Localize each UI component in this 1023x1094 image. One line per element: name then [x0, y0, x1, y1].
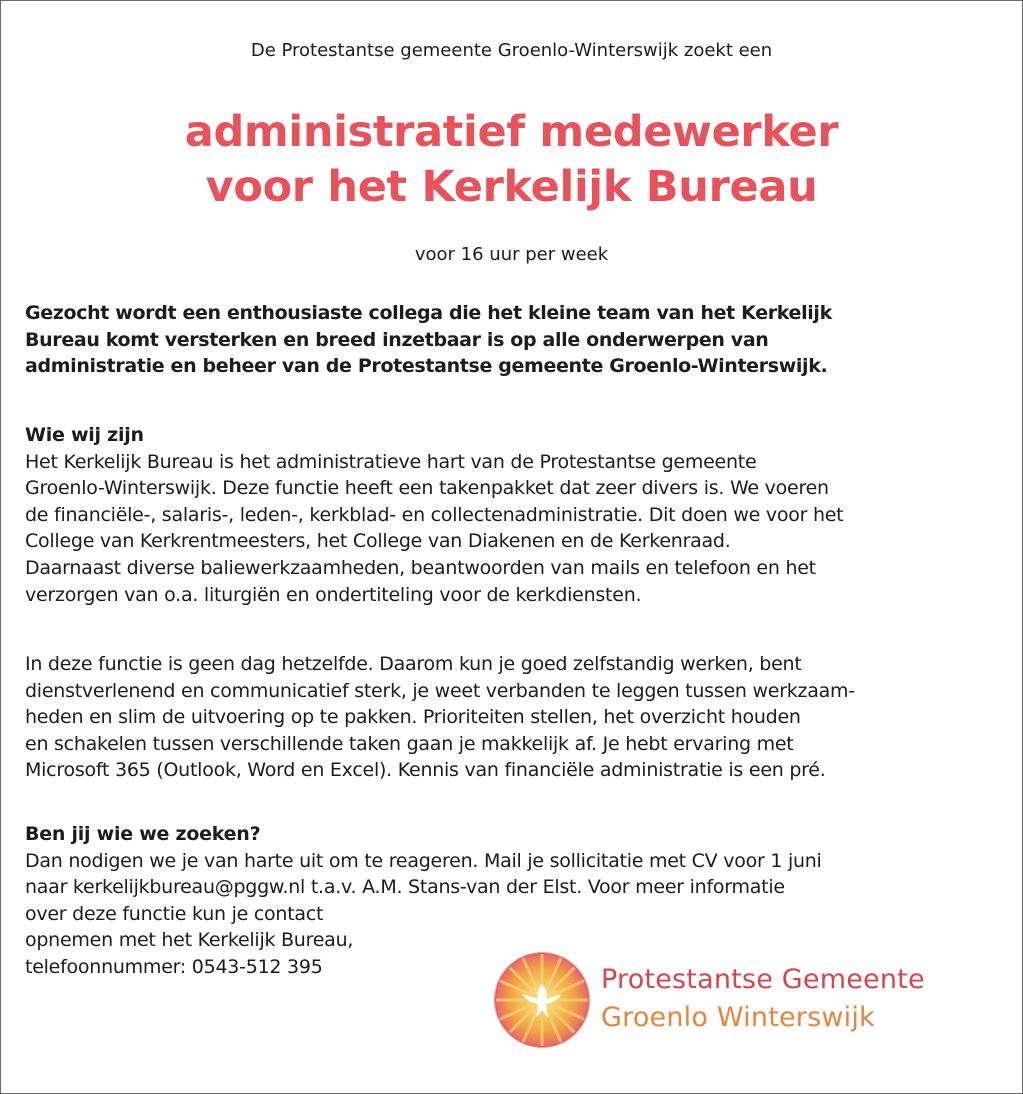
job-title-line: voor het Kerkelijk Bureau: [205, 162, 818, 212]
paragraph-line: en schakelen tussen verschillende taken gaan je makkelijk af. Je hebt ervaring met: [25, 732, 794, 755]
paragraph-line: College van Kerkrentmeesters, het College van Diakenen en de Kerkenraad.: [25, 530, 731, 553]
church-logo: [493, 951, 1003, 1051]
job-title-line: administratief medewerker: [184, 107, 839, 157]
hours-text: voor 16 uur per week: [414, 244, 609, 265]
lead-line: Gezocht wordt een enthousiaste collega die het kleine team van het Kerkelijk: [25, 302, 832, 324]
paragraph-line: Dan nodigen we je van harte uit om te reageren. Mail je sollicitatie met CV voor 1 juni: [25, 849, 822, 872]
job-title: [1, 105, 1022, 215]
sunburst-dove-icon: [493, 951, 591, 1049]
paragraph-line: Daarnaast diverse baliewerkzaamheden, beantwoorden van mails en telefoon en het: [25, 556, 816, 579]
lead-paragraph: [25, 300, 1000, 380]
paragraph-line: dienstverlenend en communicatief sterk, je weet verbanden te leggen tussen werkzaam-: [25, 679, 855, 702]
paragraph-line: In deze functie is geen dag hetzelfde. Daarom kun je goed zelfstandig werken, bent: [25, 653, 802, 675]
church-name-line2: Groenlo Winterswijk: [601, 1002, 875, 1033]
paragraph-line: Microsoft 365 (Outlook, Word en Excel). Kennis van financiële administratie is een pré.: [25, 759, 826, 782]
lead-line: Bureau komt versterken en breed inzetbaar is op alle onderwerpen van: [25, 328, 769, 351]
paragraph-line: telefoonnummer: 0543-512 395: [25, 955, 323, 978]
church-name: [601, 961, 925, 1037]
paragraph-line: naar kerkelijkbureau@pggw.nl t.a.v. A.M. Stans-van der Elst. Voor meer informatie: [25, 876, 785, 899]
church-name-line1: Protestantse Gemeente: [601, 964, 925, 995]
paragraph-line: Het Kerkelijk Bureau is het administratieve hart van de Protestantse gemeente: [25, 450, 757, 473]
paragraph-line: de financiële-, salaris-, leden-, kerkblad- en collectenadministratie. Dit doen we voor het: [25, 503, 844, 526]
paragraph-line: Groenlo-Winterswijk. Deze functie heeft een takenpakket dat zeer divers is. We voeren: [25, 477, 829, 500]
section-heading: Ben jij wie we zoeken?: [25, 823, 261, 845]
section-job-description: [25, 651, 1000, 784]
paragraph-line: heden en slim de uitvoering op te pakken. Prioriteiten stellen, het overzicht houden: [25, 706, 801, 729]
paragraph-line: over deze functie kun je contact: [25, 902, 324, 925]
lead-line: administratie en beheer van de Protestantse gemeente Groenlo-Winterswijk.: [25, 355, 828, 378]
paragraph-line: verzorgen van o.a. liturgiën en ondertiteling voor de kerkdiensten.: [25, 583, 642, 606]
section-who-we-are: [25, 422, 1000, 608]
paragraph-line: opnemen met het Kerkelijk Bureau,: [25, 929, 354, 952]
intro-text: De Protestantse gemeente Groenlo-Winterswijk zoekt een: [250, 40, 773, 61]
section-heading: Wie wij zijn: [25, 424, 144, 446]
